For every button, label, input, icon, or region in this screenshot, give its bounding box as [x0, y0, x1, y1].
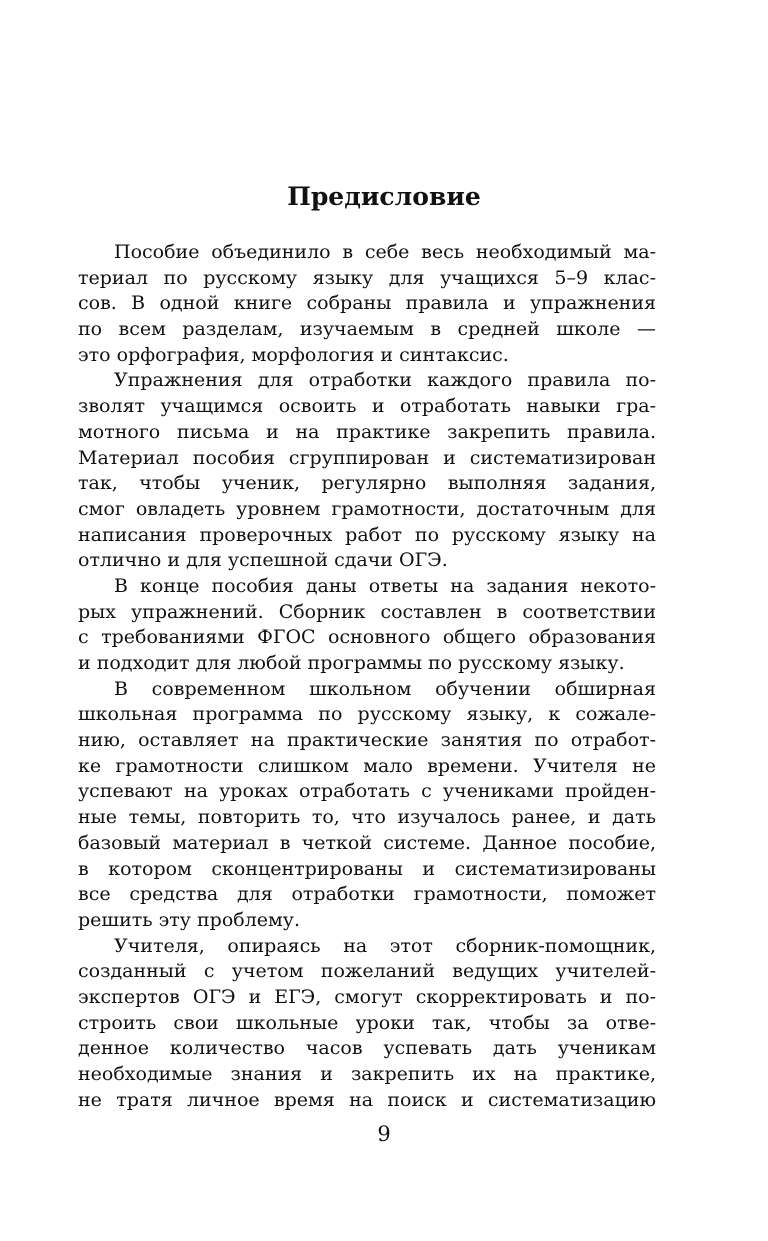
text-line: сов. В одной книге собраны правила и упражнения: [78, 292, 656, 315]
text-line: нию, оставляет на практические занятия по отработ-: [78, 729, 656, 752]
text-line: успевают на уроках отработать с учениками пройден-: [78, 780, 656, 803]
text-line: В конце пособия даны ответы на задания некото-: [114, 574, 656, 597]
text-line: решить эту проблему.: [78, 908, 301, 931]
text-line: так, чтобы ученик, регулярно выполняя задания,: [78, 472, 656, 495]
text-line: ные темы, повторить то, что изучалось ранее, и дать: [78, 806, 656, 829]
text-line: отлично и для успешной сдачи ОГЭ.: [78, 549, 448, 572]
text-line: школьная программа по русскому языку, к сожале-: [78, 703, 656, 726]
text-line: Пособие объединило в себе весь необходимый ма-: [114, 241, 656, 263]
text-line: экспертов ОГЭ и ЕГЭ, смогут скорректировать и по-: [78, 985, 656, 1008]
text-line: с требованиями ФГОС основного общего образования: [78, 626, 656, 649]
text-line: рых упражнений. Сборник составлен в соответствии: [78, 600, 656, 623]
page-number: 9: [377, 1122, 391, 1146]
text-line: необходимые знания и закрепить их на практике,: [78, 1063, 656, 1085]
text-line: строить свои школьные уроки так, чтобы за отве-: [78, 1011, 656, 1034]
text-line: и подходит для любой программы по русскому языку.: [78, 652, 625, 674]
text-line: Учителя, опираясь на этот сборник-помощник,: [114, 934, 656, 957]
text-line: териал по русскому языку для учащихся 5–9 клас-: [78, 266, 656, 289]
text-line: по всем разделам, изучаемым в средней школе —: [78, 318, 656, 341]
text-line: В современном школьном обучении обширная: [114, 677, 656, 700]
text-line: не тратя личное время на поиск и систематизацию: [78, 1088, 656, 1111]
text-line: все средства для отработки грамотности, поможет: [78, 883, 656, 906]
text-line: мотного письма и на практике закрепить правила.: [78, 420, 656, 443]
page-title: Предисловие: [287, 182, 481, 211]
text-line: написания проверочных работ по русскому языку на: [78, 523, 656, 546]
body-text: [78, 240, 656, 1113]
text-line: созданный с учетом пожеланий ведущих учителей-: [78, 960, 656, 983]
text-line: смог овладеть уровнем грамотности, достаточным для: [78, 497, 656, 520]
text-line: денное количество часов успевать дать ученикам: [78, 1037, 656, 1060]
text-line: ке грамотности слишком мало времени. Учителя не: [78, 754, 656, 777]
text-line: в котором сконцентрированы и систематизированы: [78, 857, 656, 880]
text-line: Упражнения для отработки каждого правила по-: [114, 369, 656, 392]
text-line: Материал пособия сгруппирован и систематизирован: [78, 446, 656, 469]
text-line: базовый материал в четкой системе. Данное пособие,: [78, 831, 656, 854]
text-line: зволят учащимся освоить и отработать навыки гра-: [78, 395, 656, 418]
text-line: это орфография, морфология и синтаксис.: [78, 343, 509, 366]
